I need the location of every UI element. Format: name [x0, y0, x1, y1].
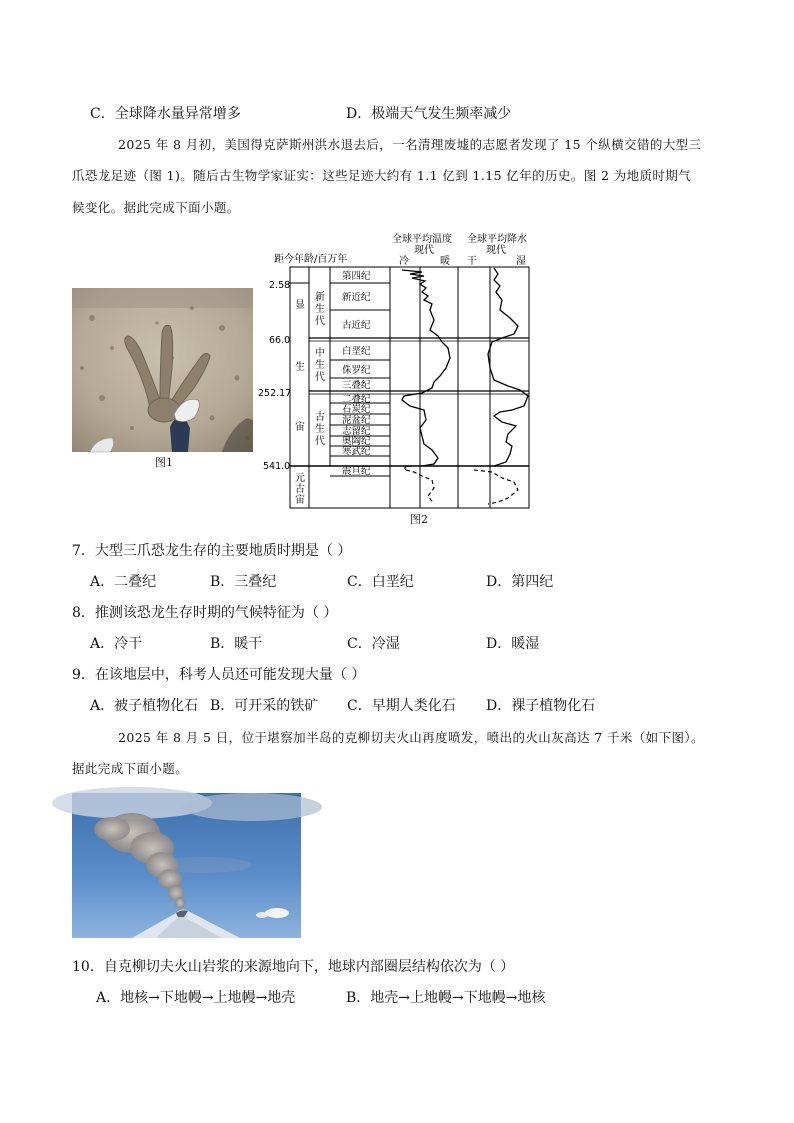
option-d-prev: D．极端天气发生频率减少 [346, 106, 512, 122]
era-char: 代 [315, 372, 325, 383]
temp-warm-label: 暖 [440, 256, 450, 267]
period-label: 寒武纪 [342, 446, 371, 457]
precip-dry-label: 干 [467, 256, 477, 267]
q9-option-d[interactable]: D．裸子植物化石 [486, 698, 596, 714]
q9-option-b[interactable]: B．可开采的铁矿 [210, 698, 319, 714]
geologic-climate-chart [258, 230, 542, 530]
period-label: 第四纪 [342, 271, 371, 282]
q7-option-a[interactable]: A．二叠纪 [90, 574, 157, 590]
q8-option-a[interactable]: A．冷干 [90, 636, 143, 652]
era-char: 代 [315, 436, 325, 447]
era-char: 古 [315, 412, 325, 423]
volcano-photo [72, 793, 301, 938]
q7-stem: 7．大型三爪恐龙生存的主要地质时期是（ ） [72, 543, 352, 559]
q10-option-a[interactable]: A．地核→下地幔→上地幔→地壳 [96, 990, 296, 1006]
q8-option-b[interactable]: B．暖干 [210, 636, 263, 652]
q10-option-b[interactable]: B．地壳→上地幔→下地幔→地核 [346, 990, 546, 1006]
axis-label: 距今年龄/百万年 [274, 254, 348, 265]
footprint-photo [72, 288, 253, 452]
q7-option-b[interactable]: B．三叠纪 [210, 574, 277, 590]
precip-wet-label: 湿 [516, 256, 526, 267]
precipitation-curve-dashed [474, 470, 518, 504]
era-char: 中 [315, 348, 325, 359]
q8-option-d[interactable]: D．暖湿 [486, 636, 540, 652]
age-label: 66.0 [269, 335, 291, 346]
era-char: 生 [315, 360, 325, 371]
temp-cold-label: 冷 [399, 256, 409, 267]
eon-char: 宙 [295, 495, 305, 506]
period-label: 新近纪 [342, 292, 371, 303]
period-label: 三叠纪 [342, 380, 371, 391]
precipitation-curve [488, 268, 528, 466]
q7-option-d[interactable]: D．第四纪 [486, 574, 554, 590]
q8-option-c[interactable]: C．冷湿 [347, 636, 400, 652]
figure1-caption: 图1 [155, 456, 173, 469]
passage1-line2: 爪恐龙足迹（图 1)。随后古生物学家证实：这些足迹大约有 1.1 亿到 1.15 亿年的历史。图 2 为地质时期气 [72, 168, 692, 183]
eon-char: 宙 [295, 422, 305, 433]
period-label: 古近纪 [342, 320, 371, 331]
period-label: 志留纪 [342, 426, 371, 437]
eon-char: 元 [295, 473, 305, 484]
precip-header-1: 全球平均降水 [467, 234, 527, 245]
period-label: 白垩纪 [342, 346, 371, 357]
temperature-curve [402, 270, 450, 466]
q8-stem: 8．推测该恐龙生存时期的气候特征为（ ） [72, 605, 338, 621]
q9-stem: 9．在该地层中，科考人员还可能发现大量（ ） [72, 667, 366, 683]
eon-char: 古 [295, 484, 305, 495]
era-char: 生 [315, 424, 325, 435]
era-char: 代 [315, 316, 325, 327]
q10-stem: 10．自克柳切夫火山岩浆的来源地向下，地球内部圈层结构依次为（ ） [72, 959, 515, 975]
period-label: 奥陶纪 [342, 436, 371, 447]
passage1-line1: 2025 年 8 月初，美国得克萨斯州洪水退去后，一名清理废墟的志愿者发现了 15 个纵横交错的大型三 [118, 137, 702, 152]
period-label: 泥盆纪 [342, 415, 371, 426]
option-c-prev: C．全球降水量异常增多 [90, 106, 241, 122]
passage2-line2: 据此完成下面小题。 [72, 761, 189, 776]
period-label: 石炭纪 [342, 404, 371, 415]
era-char: 新 [315, 292, 325, 303]
figure2-caption: 图2 [410, 513, 428, 526]
precip-header-2: 现代 [486, 245, 506, 256]
era-char: 生 [315, 304, 325, 315]
period-label: 震旦纪 [342, 466, 371, 477]
q9-option-c[interactable]: C．早期人类化石 [347, 698, 456, 714]
eon-char: 生 [295, 362, 305, 373]
q9-option-a[interactable]: A．被子植物化石 [90, 698, 199, 714]
temp-header-2: 现代 [414, 245, 434, 256]
age-label: 252.17 [258, 388, 292, 399]
temp-header-1: 全球平均温度 [392, 234, 452, 245]
age-label: 2.58 [269, 280, 291, 291]
period-label: 二叠纪 [342, 394, 371, 405]
age-label: 541.0 [263, 461, 291, 472]
eon-char: 显 [295, 300, 305, 311]
passage1-line3: 候变化。据此完成下面小题。 [72, 200, 240, 215]
q7-option-c[interactable]: C．白垩纪 [347, 574, 414, 590]
passage2-line1: 2025 年 8 月 5 日，位于堪察加半岛的克柳切夫火山再度喷发，喷出的火山灰高达 7 千米（如下图）。 [118, 730, 704, 745]
period-label: 侏罗纪 [342, 365, 371, 376]
